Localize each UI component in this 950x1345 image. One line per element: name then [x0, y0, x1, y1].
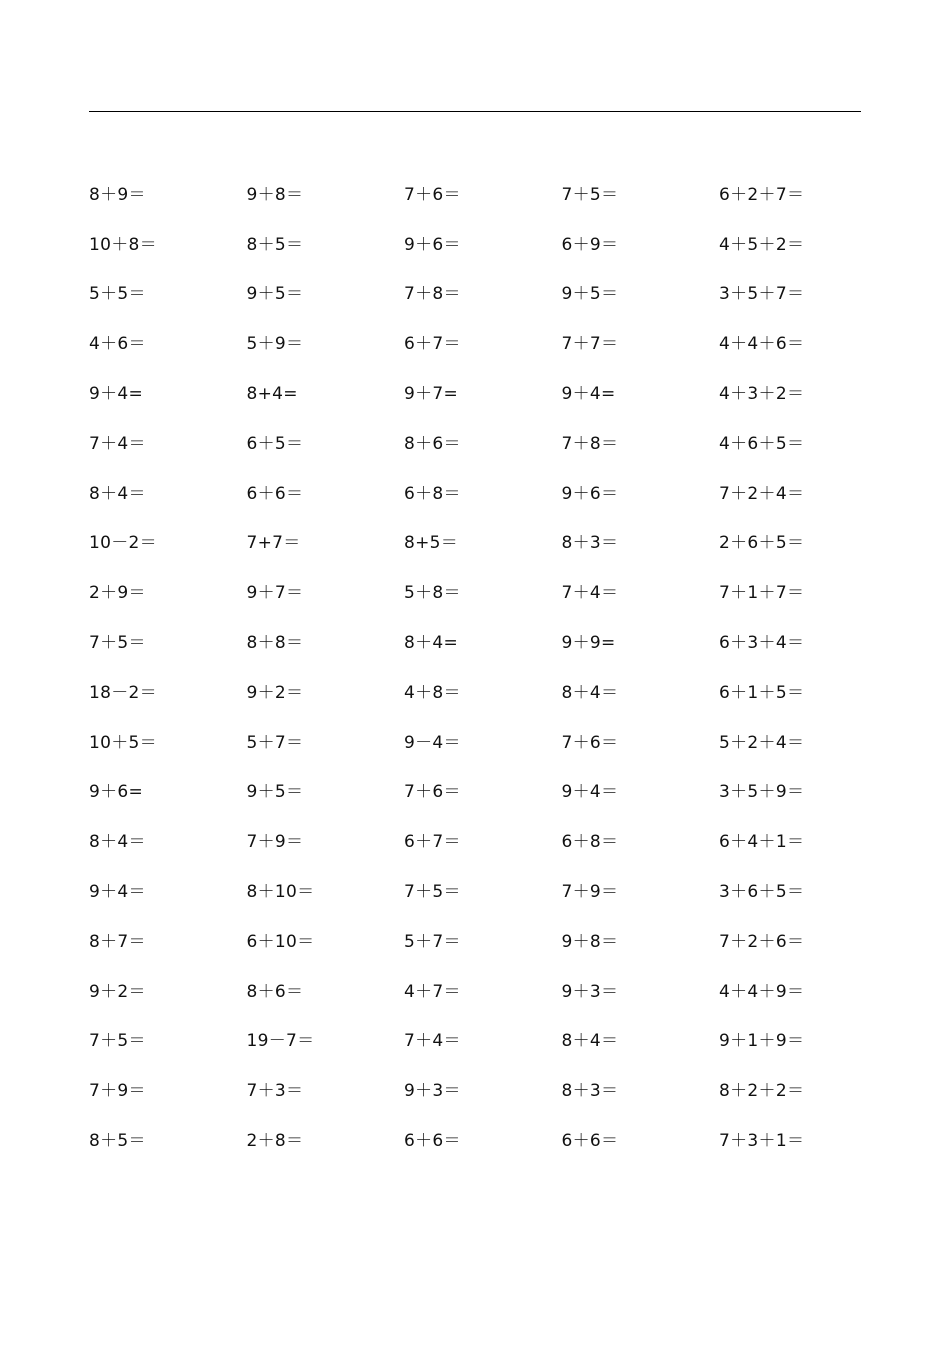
- arithmetic-problem: 9＋3＝: [404, 1081, 461, 1102]
- arithmetic-problem: 5＋9＝: [246, 334, 304, 355]
- arithmetic-problem: 7＋3＝: [246, 1081, 304, 1102]
- arithmetic-problem: 4＋3＋2＝: [719, 384, 805, 405]
- arithmetic-problem: 6＋4＋1＝: [719, 832, 805, 853]
- arithmetic-problem: 7＋7＝: [561, 334, 619, 355]
- arithmetic-problem: 7＋6＝: [404, 782, 461, 803]
- arithmetic-problem: 8＋4=: [404, 633, 459, 654]
- arithmetic-problem: 2＋9＝: [89, 583, 146, 604]
- arithmetic-problem: 6＋8＝: [561, 832, 619, 853]
- arithmetic-problem: 9＋1＋9＝: [719, 1031, 805, 1052]
- arithmetic-problem: 7+7＝: [246, 533, 301, 554]
- arithmetic-problem: 7＋8＝: [404, 284, 461, 305]
- arithmetic-problem: 9＋4=: [89, 384, 144, 405]
- arithmetic-problem: 4＋4＋6＝: [719, 334, 805, 355]
- arithmetic-problem: 7＋9＝: [246, 832, 304, 853]
- arithmetic-problem: 9＋4＝: [561, 782, 619, 803]
- arithmetic-problem: 6＋1＋5＝: [719, 682, 805, 703]
- arithmetic-problem: 9＋8＝: [246, 184, 304, 205]
- arithmetic-problem: 4＋5＋2＝: [719, 234, 805, 255]
- arithmetic-problem: 8＋3＝: [561, 1081, 619, 1102]
- arithmetic-problem: 10＋8＝: [89, 234, 157, 255]
- arithmetic-problem: 7＋8＝: [561, 433, 619, 454]
- arithmetic-problem: 4＋6＋5＝: [719, 433, 805, 454]
- arithmetic-problem: 7＋9＝: [89, 1081, 146, 1102]
- arithmetic-problem: 6＋7＝: [404, 334, 461, 355]
- arithmetic-problem: 6＋2＋7＝: [719, 184, 805, 205]
- arithmetic-problem: 6＋6＝: [404, 1131, 461, 1152]
- arithmetic-problem: 9＋9=: [561, 633, 616, 654]
- arithmetic-problem: 5＋8＝: [404, 583, 461, 604]
- arithmetic-problem: 8＋3＝: [561, 533, 619, 554]
- header-rule: [89, 111, 861, 112]
- arithmetic-problem: 9＋2＝: [89, 981, 146, 1002]
- arithmetic-problem: 9＋6=: [89, 782, 144, 803]
- arithmetic-problem: 8＋9＝: [89, 184, 146, 205]
- arithmetic-problem: 18－2＝: [89, 682, 157, 703]
- arithmetic-problem: 9＋2＝: [246, 682, 304, 703]
- arithmetic-problem: 9＋3＝: [561, 981, 619, 1002]
- arithmetic-problem: 8+5＝: [404, 533, 459, 554]
- arithmetic-problem: 7＋5＝: [89, 633, 146, 654]
- arithmetic-problem: 7＋3＋1＝: [719, 1131, 805, 1152]
- arithmetic-problem: 5＋7＝: [404, 931, 461, 952]
- arithmetic-problem: 5＋5＝: [89, 284, 146, 305]
- arithmetic-problem: 6＋6＝: [561, 1131, 619, 1152]
- arithmetic-problem: 9＋4=: [561, 384, 616, 405]
- arithmetic-problem: 7＋9＝: [561, 882, 619, 903]
- arithmetic-problem: 8＋10＝: [246, 882, 315, 903]
- arithmetic-problem: 6＋9＝: [561, 234, 619, 255]
- arithmetic-problem: 7＋2＋4＝: [719, 483, 805, 504]
- arithmetic-problem: 8+4=: [246, 384, 298, 405]
- arithmetic-problem: 9－4＝: [404, 732, 461, 753]
- arithmetic-problem: 8＋6＝: [246, 981, 304, 1002]
- arithmetic-problem: 3＋6＋5＝: [719, 882, 805, 903]
- arithmetic-problem: 8＋6＝: [404, 433, 461, 454]
- arithmetic-problem: 6＋3＋4＝: [719, 633, 805, 654]
- arithmetic-problem: 7＋6＝: [561, 732, 619, 753]
- arithmetic-problem: 8＋7＝: [89, 931, 146, 952]
- arithmetic-problem: 2＋6＋5＝: [719, 533, 805, 554]
- arithmetic-problem: 9＋5＝: [246, 284, 304, 305]
- arithmetic-problem: 8＋4＝: [89, 483, 146, 504]
- arithmetic-problem: 9＋7＝: [246, 583, 304, 604]
- arithmetic-problem: 8＋4＝: [561, 682, 619, 703]
- arithmetic-problem: 9＋6＝: [404, 234, 461, 255]
- arithmetic-problem: 8＋2＋2＝: [719, 1081, 805, 1102]
- arithmetic-problem: 4＋8＝: [404, 682, 461, 703]
- arithmetic-problem: 8＋5＝: [89, 1131, 146, 1152]
- arithmetic-problem: 9＋6＝: [561, 483, 619, 504]
- arithmetic-problem: 7＋4＝: [561, 583, 619, 604]
- arithmetic-problem: 6＋5＝: [246, 433, 304, 454]
- arithmetic-worksheet-grid: [89, 170, 879, 1166]
- arithmetic-problem: 2＋8＝: [246, 1131, 304, 1152]
- arithmetic-problem: 9＋5＝: [561, 284, 619, 305]
- arithmetic-problem: 9＋8＝: [561, 931, 619, 952]
- arithmetic-problem: 7＋5＝: [561, 184, 619, 205]
- arithmetic-problem: 8＋8＝: [246, 633, 304, 654]
- arithmetic-problem: 5＋2＋4＝: [719, 732, 805, 753]
- arithmetic-problem: 7＋6＝: [404, 184, 461, 205]
- arithmetic-problem: 7＋5＝: [404, 882, 461, 903]
- arithmetic-problem: 7＋4＝: [89, 433, 146, 454]
- arithmetic-problem: 9＋5＝: [246, 782, 304, 803]
- arithmetic-problem: 10－2＝: [89, 533, 157, 554]
- arithmetic-problem: 5＋7＝: [246, 732, 304, 753]
- arithmetic-problem: 3＋5＋7＝: [719, 284, 805, 305]
- arithmetic-problem: 19－7＝: [246, 1031, 315, 1052]
- arithmetic-problem: 6＋7＝: [404, 832, 461, 853]
- arithmetic-problem: 4＋6＝: [89, 334, 146, 355]
- arithmetic-problem: 7＋1＋7＝: [719, 583, 805, 604]
- arithmetic-problem: 3＋5＋9＝: [719, 782, 805, 803]
- arithmetic-problem: 8＋4＝: [89, 832, 146, 853]
- arithmetic-problem: 6＋10＝: [246, 931, 315, 952]
- arithmetic-problem: 9＋7=: [404, 384, 459, 405]
- arithmetic-problem: 8＋4＝: [561, 1031, 619, 1052]
- arithmetic-problem: 4＋4＋9＝: [719, 981, 805, 1002]
- arithmetic-problem: 7＋4＝: [404, 1031, 461, 1052]
- arithmetic-problem: 7＋2＋6＝: [719, 931, 805, 952]
- arithmetic-problem: 9＋4＝: [89, 882, 146, 903]
- arithmetic-problem: 10＋5＝: [89, 732, 157, 753]
- arithmetic-problem: 4＋7＝: [404, 981, 461, 1002]
- arithmetic-problem: 6＋6＝: [246, 483, 304, 504]
- arithmetic-problem: 8＋5＝: [246, 234, 304, 255]
- arithmetic-problem: 6＋8＝: [404, 483, 461, 504]
- arithmetic-problem: 7＋5＝: [89, 1031, 146, 1052]
